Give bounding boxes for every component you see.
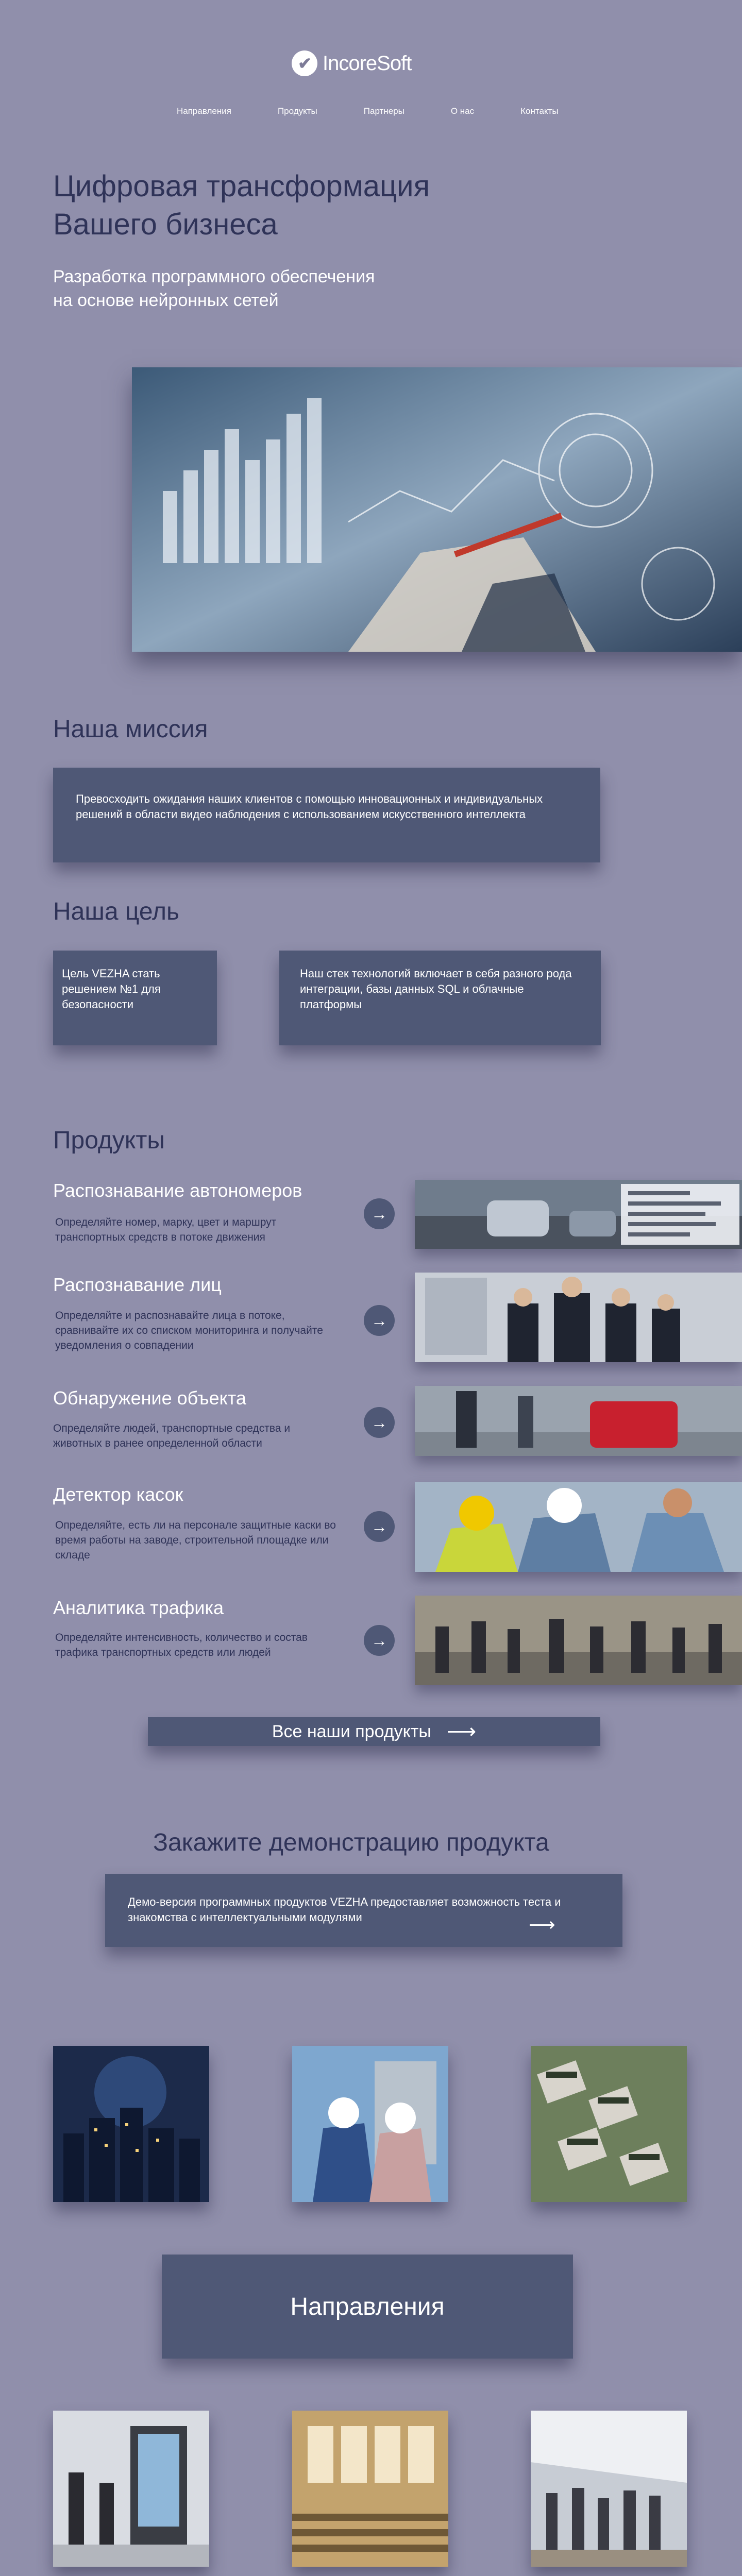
arrow-right-icon: → xyxy=(371,1517,387,1536)
direction-image-education[interactable] xyxy=(292,2411,448,2567)
product-image-traffic xyxy=(415,1596,742,1685)
logo-mark-icon: ✔ xyxy=(292,50,317,76)
direction-image-retail[interactable] xyxy=(53,2411,209,2567)
arrow-right-icon: → xyxy=(371,1413,387,1432)
main-nav xyxy=(177,106,559,116)
product-image-objects xyxy=(415,1386,742,1456)
nav-contacts[interactable]: Контакты xyxy=(520,106,559,116)
product-desc-traffic: Определяйте интенсивность, количество и состав трафика транспортных средств или людей xyxy=(55,1632,308,1658)
goal-card-1 xyxy=(53,951,217,1045)
product-arrow-traffic[interactable] xyxy=(364,1625,395,1656)
direction-image-industry[interactable] xyxy=(292,2046,448,2202)
header-logo[interactable] xyxy=(292,50,411,76)
goal-card-2 xyxy=(279,951,601,1045)
goal-card-2-text: Наш стек технологий включает в себя разного рода интеграции, базы данных SQL и облачные платформы xyxy=(300,967,572,1011)
arrow-right-icon: → xyxy=(371,1631,387,1650)
directions-label: Направления xyxy=(290,2293,445,2320)
all-products-label: Все наши продукты xyxy=(272,1721,431,1741)
mission-title: Наша миссия xyxy=(53,716,208,743)
product-desc-objects: Определяйте людей, транспортные средства и животных в ранее определенной области xyxy=(53,1422,291,1449)
product-title-traffic[interactable]: Аналитика трафика xyxy=(53,1597,224,1618)
arrow-right-icon: → xyxy=(371,1311,387,1330)
product-title-helmets[interactable]: Детектор касок xyxy=(53,1484,183,1505)
product-desc-helmets: Определяйте, есть ли на персонале защитные каски во время работы на заводе, строительной площадке или складе xyxy=(55,1519,336,1561)
product-arrow-faces[interactable] xyxy=(364,1305,395,1336)
product-desc-faces: Определяйте и распознавайте лица в потоке, сравнивайте их со списком мониторинга и получайте уведомления о совпадении xyxy=(55,1310,323,1351)
nav-partners[interactable]: Партнеры xyxy=(363,106,404,116)
direction-image-public[interactable] xyxy=(531,2411,687,2567)
product-title-faces[interactable]: Распознавание лиц xyxy=(53,1274,222,1295)
goal-title: Наша цель xyxy=(53,898,179,925)
nav-directions[interactable]: Направления xyxy=(177,106,231,116)
direction-image-city[interactable] xyxy=(53,2046,209,2202)
directions-button[interactable] xyxy=(162,2255,573,2359)
product-arrow-objects[interactable] xyxy=(364,1407,395,1438)
product-arrow-plates[interactable] xyxy=(364,1198,395,1229)
demo-title: Закажите демонстрацию продукта xyxy=(153,1829,549,1856)
mission-text: Превосходить ожидания наших клиентов с помощью инновационных и индивидуальных решений в области видео наблюдения с использованием искусственного интеллекта xyxy=(76,792,543,821)
product-title-objects[interactable]: Обнаружение объекта xyxy=(53,1387,246,1409)
nav-products[interactable]: Продукты xyxy=(277,106,317,116)
product-title-plates[interactable]: Распознавание автономеров xyxy=(53,1180,302,1201)
product-image-plates xyxy=(415,1180,742,1249)
direction-image-private[interactable] xyxy=(531,2046,687,2202)
demo-card[interactable] xyxy=(105,1874,622,1947)
hero-image xyxy=(132,367,742,652)
logo-text: IncoreSoft xyxy=(323,52,412,75)
hero-subtitle: Разработка программного обеспечения на основе нейронных сетей xyxy=(53,267,375,310)
demo-text: Демо-версия программных продуктов VEZHA предоставляет возможность теста и знакомства с интеллектуальными модулями xyxy=(128,1895,561,1924)
product-image-faces xyxy=(415,1273,742,1362)
hero-title: Цифровая трансформация Вашего бизнеса xyxy=(53,170,430,241)
products-title: Продукты xyxy=(53,1127,165,1154)
product-desc-plates: Определяйте номер, марку, цвет и маршрут транспортных средств в потоке движения xyxy=(55,1216,277,1243)
goal-card-1-text: Цель VEZHA стать решением №1 для безопасности xyxy=(62,967,161,1011)
mission-card xyxy=(53,768,600,862)
product-image-helmets xyxy=(415,1482,742,1572)
product-arrow-helmets[interactable] xyxy=(364,1511,395,1542)
arrow-right-icon: → xyxy=(371,1204,387,1223)
nav-about[interactable]: О нас xyxy=(450,106,475,116)
arrow-right-icon: ⟶ xyxy=(529,1914,555,1935)
all-products-button[interactable] xyxy=(148,1717,600,1746)
arrow-right-icon: ⟶ xyxy=(446,1720,477,1743)
